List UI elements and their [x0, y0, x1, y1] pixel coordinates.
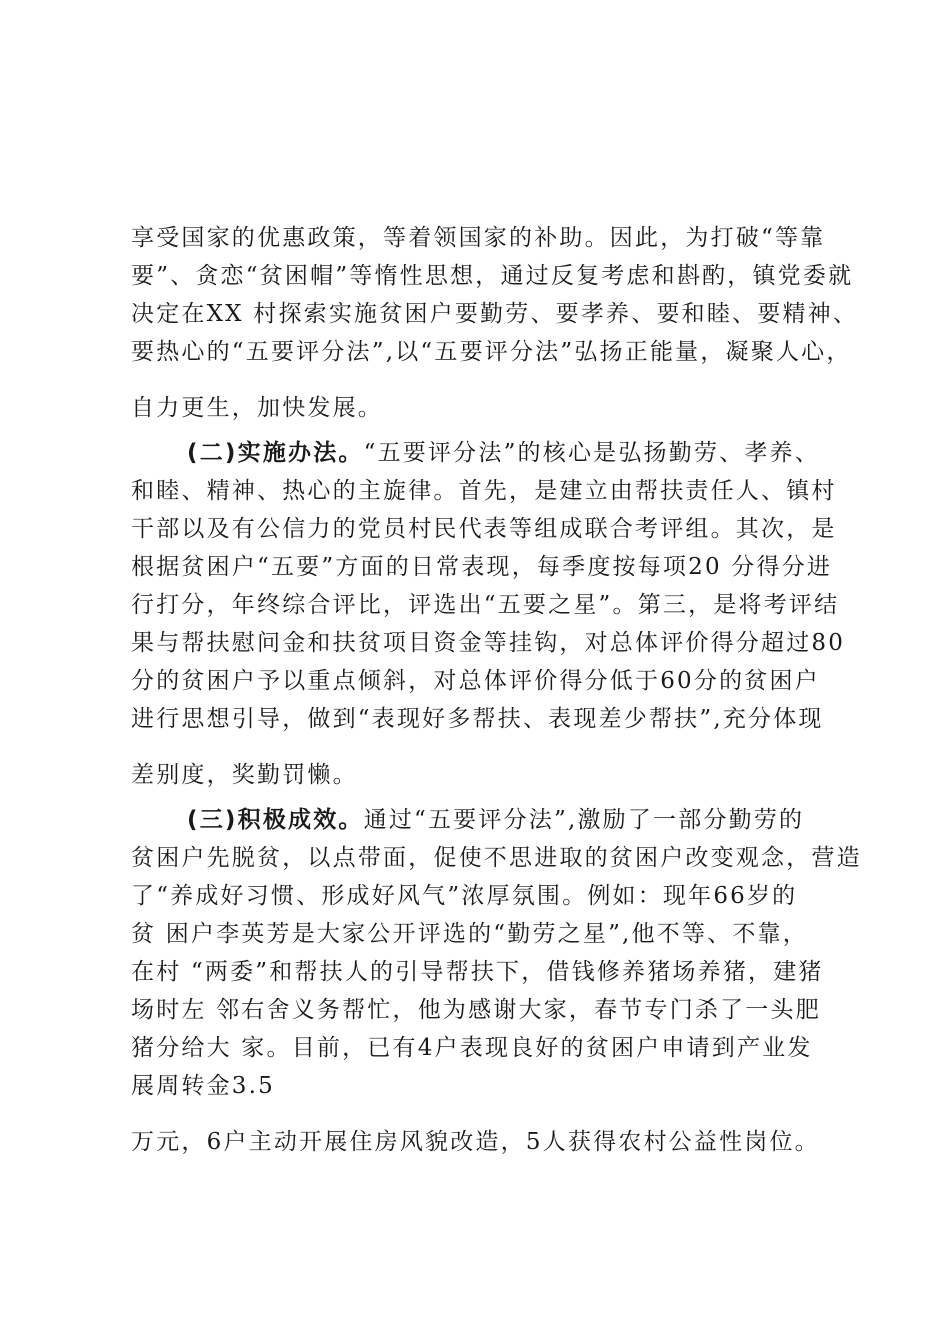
text-line: 果与帮扶慰问金和扶贫项目资金等挂钩，对总体评价得分超过80 [131, 630, 846, 656]
section-heading: (二)实施办法。 [187, 440, 364, 466]
text-line: 决定在XX 村探索实施贫困户要勤劳、要孝养、要和睦、要精神、 [131, 301, 859, 327]
text-line: 在村 “两委”和帮扶人的引导帮扶下，借钱修养猪场养猪，建猪 [131, 959, 824, 985]
text-run: “五要评分法”的核心是弘扬勤劳、孝养、 [363, 440, 820, 466]
text-line: 享受国家的优惠政策，等着领国家的补助。因此，为打破“等靠 [131, 225, 826, 251]
text-line: 展周转金3.5 [131, 1073, 275, 1099]
text-line: 贫 困户李英芳是大家公开评选的“勤劳之星”,他不等、不靠， [131, 921, 808, 947]
text-line: 分的贫困户予以重点倾斜，对总体评价得分低于60分的贫困户 [131, 668, 820, 694]
text-line: 差别度，奖勤罚懒。 [131, 762, 358, 788]
text-line: 行打分，年终综合评比，评选出“五要之星”。第三，是将考评结 [131, 592, 840, 618]
text-line: 进行思想引导，做到“表现好多帮扶、表现差少帮扶”,充分体现 [131, 706, 824, 732]
text-line: 场时左 邻右舍义务帮忙，他为感谢大家，春节专门杀了一头肥 [131, 997, 821, 1023]
text-run: 通过“五要评分法”,激励了一部分勤劳的 [363, 807, 805, 833]
text-line: 干部以及有公信力的党员村民代表等组成联合考评组。其次，是 [131, 516, 837, 542]
text-line: 自力更生，加快发展。 [131, 395, 383, 421]
text-line [187, 805, 804, 835]
text-line: 要”、贪恋“贫困帽”等惰性思想，通过反复考虑和斟酌，镇党委就 [131, 263, 854, 289]
text-line: 了“养成好习惯、形成好风气”浓厚氛围。例如：现年66岁的 [131, 883, 798, 909]
text-line: 猪分给大 家。目前，已有4户表现良好的贫困户申请到产业发 [131, 1035, 813, 1061]
text-line: 万元，6户主动开展住房风貌改造，5人获得农村公益性岗位。 [131, 1129, 820, 1155]
section-heading: (三)积极成效。 [187, 807, 364, 833]
text-line: 贫困户先脱贫，以点带面，促使不思进取的贫困户改变观念，营造 [131, 845, 862, 871]
text-line [187, 438, 820, 468]
text-line: 和睦、精神、热心的主旋律。首先，是建立由帮扶责任人、镇村 [131, 478, 837, 504]
text-line: 根据贫困户“五要”方面的日常表现，每季度按每项20 分得分进 [131, 554, 833, 580]
text-line: 要热心的“五要评分法”,以“五要评分法”弘扬正能量，凝聚人心， [131, 339, 852, 365]
